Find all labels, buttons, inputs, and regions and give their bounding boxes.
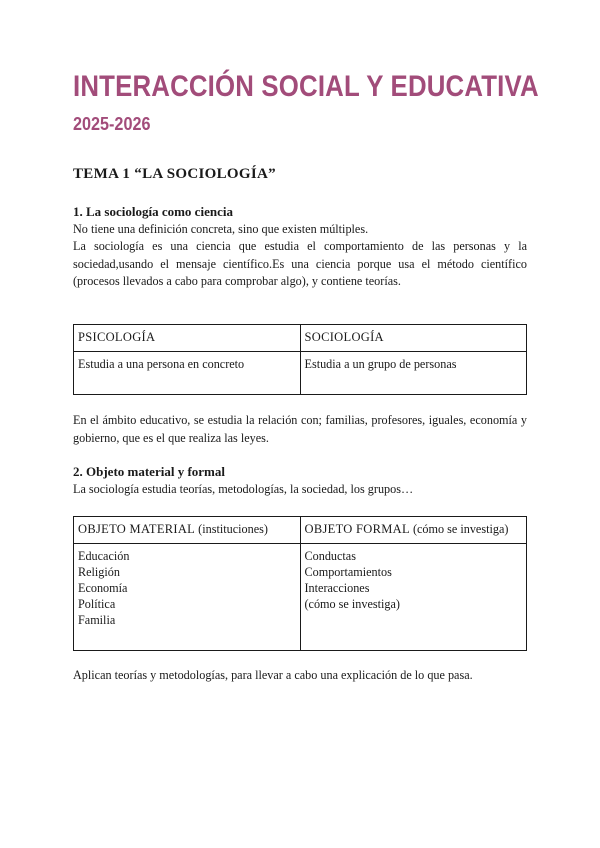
table-header-row (74, 325, 527, 352)
table-header-cell: PSICOLOGÍA (74, 325, 301, 352)
section-1-paragraph: La sociología es una ciencia que estudia el comportamiento de las personas y la sociedad,usando el mensaje científico.Es una ciencia porque usa el método científico (procesos llevados a cabo para comprobar algo), y contiene teorías. (73, 239, 527, 288)
section-1-line: No tiene una definición concreta, sino que existen múltiples. (73, 222, 369, 236)
comparison-table (73, 324, 527, 395)
list-item: Familia (78, 613, 116, 627)
list-item: Interacciones (304, 581, 370, 595)
list-item: Economía (78, 581, 128, 595)
section-1-heading: 1. La sociología como ciencia (73, 204, 233, 219)
section-2-heading: 2. Objeto material y formal (73, 464, 225, 479)
table-header-row (74, 517, 527, 544)
formal-note: (cómo se investiga) (412, 522, 509, 536)
table-cell: Estudia a una persona en concreto (74, 352, 301, 395)
list-item: Religión (78, 565, 120, 579)
list-item: Conductas (304, 549, 356, 563)
table-header-cell (300, 517, 527, 544)
document-title: INTERACCIÓN SOCIAL Y EDUCATIVA (73, 70, 539, 103)
list-item: Política (78, 597, 116, 611)
list-item: Comportamientos (304, 565, 392, 579)
section-2-intro: La sociología estudia teorías, metodologías, la sociedad, los grupos… (73, 482, 414, 496)
list-item: (cómo se investiga) (304, 597, 400, 611)
table-row (74, 544, 527, 651)
material-header: OBJETO MATERIAL (78, 522, 196, 536)
table-row (74, 352, 527, 395)
topic-title: TEMA 1 “LA SOCIOLOGÍA” (73, 166, 276, 182)
section-1-after-table: En el ámbito educativo, se estudia la relación con; familias, profesores, iguales, economía y gobierno, que es el que realiza las leyes. (73, 413, 527, 445)
table-cell: Estudia a un grupo de personas (300, 352, 527, 395)
list-item: Educación (78, 549, 130, 563)
material-note: (instituciones) (198, 522, 268, 536)
table-header-cell (74, 517, 301, 544)
formal-header: OBJETO FORMAL (304, 522, 410, 536)
object-table (73, 516, 527, 651)
section-2-closing: Aplican teorías y metodologías, para llevar a cabo una explicación de lo que pasa. (73, 668, 473, 682)
table-cell (300, 544, 527, 651)
table-header-cell: SOCIOLOGÍA (300, 325, 527, 352)
table-cell (74, 544, 301, 651)
academic-year: 2025-2026 (73, 114, 151, 134)
